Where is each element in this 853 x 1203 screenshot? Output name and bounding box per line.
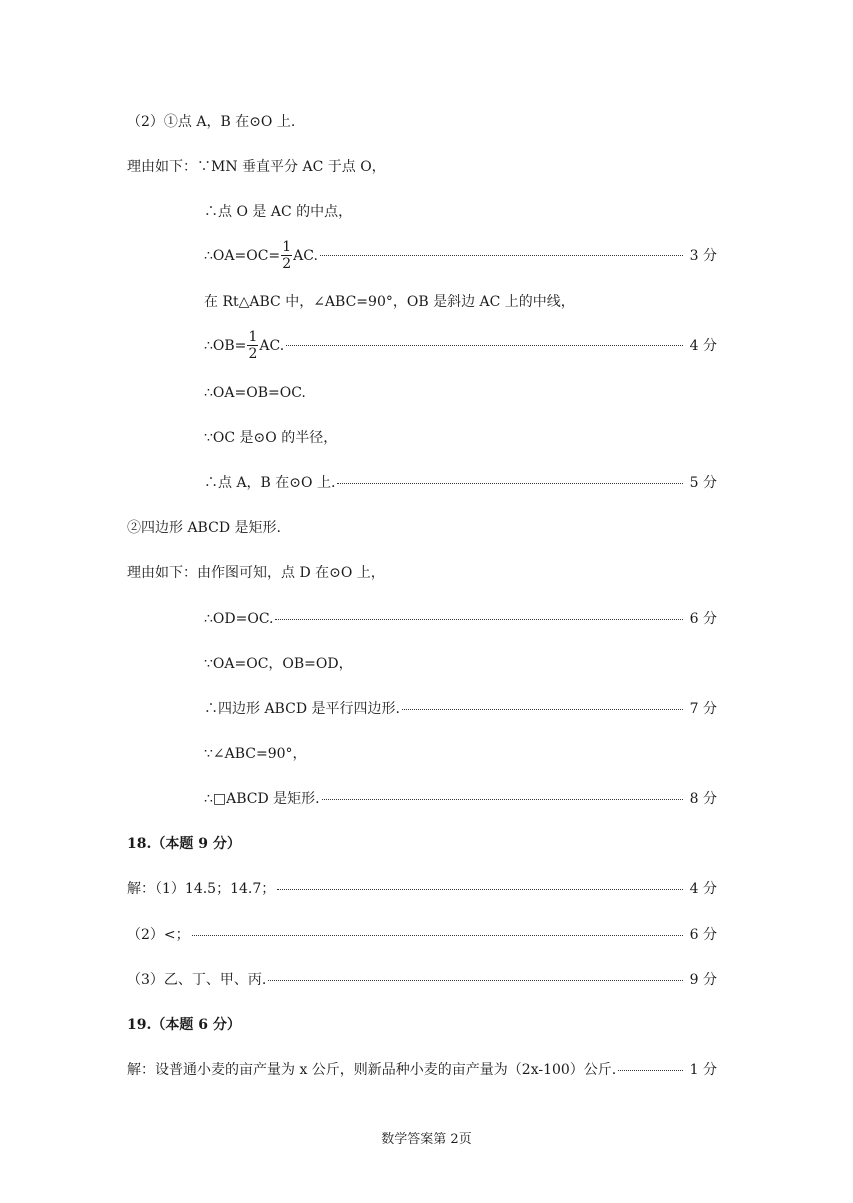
step-1: ∴点 O 是 AC 的中点， <box>204 204 353 220</box>
question-18-title: 18.（本题 9 分） <box>127 836 241 852</box>
dotted-leader <box>402 709 683 710</box>
sub-question-2: ②四边形 ABCD 是矩形. <box>127 520 281 536</box>
step-12: ∴□ABCD 是矩形. 8 分 <box>204 791 717 807</box>
step-7: ∴点 A，B 在⊙O 上. 5 分 <box>204 475 717 491</box>
fraction-half: $\frac{1}{2}$ <box>248 329 258 362</box>
reason-line-1: 理由如下：∵MN 垂直平分 AC 于点 O， <box>127 159 386 175</box>
dotted-leader <box>322 799 683 800</box>
score: 3 分 <box>689 247 717 264</box>
dotted-leader <box>618 1070 683 1071</box>
dotted-leader <box>192 935 683 936</box>
reason-line-2: 理由如下：由作图可知，点 D 在⊙O 上， <box>127 565 385 581</box>
score: 9 分 <box>689 972 717 988</box>
step-2: ∴OA=OC= $\frac{1}{2}$ AC. 3 分 <box>204 239 717 272</box>
score: 6 分 <box>689 927 717 943</box>
dotted-leader <box>337 483 683 484</box>
step-3: 在 Rt△ABC 中，∠ABC=90°，OB 是斜边 AC 上的中线， <box>204 294 575 310</box>
step-9: ∵OA=OC，OB=OD， <box>204 656 353 672</box>
step-5: ∴OA=OB=OC. <box>204 385 306 401</box>
fraction-half: $\frac{1}{2}$ <box>282 239 292 272</box>
step-11: ∵∠ABC=90°， <box>204 746 307 762</box>
score: 6 分 <box>689 611 717 627</box>
score: 4 分 <box>689 337 717 354</box>
dotted-leader <box>268 980 683 981</box>
q18-answer-1: 解：（1）14.5；14.7； 4 分 <box>127 881 717 897</box>
dotted-leader <box>286 345 683 346</box>
dotted-leader <box>275 619 683 620</box>
step-10: ∴四边形 ABCD 是平行四边形. 7 分 <box>204 701 717 717</box>
dotted-leader <box>320 255 683 256</box>
question-19-title: 19.（本题 6 分） <box>127 1017 241 1033</box>
step-4: ∴OB= $\frac{1}{2}$ AC. 4 分 <box>204 329 717 362</box>
step-8: ∴OD=OC. 6 分 <box>204 611 717 627</box>
score: 4 分 <box>689 881 717 897</box>
q19-answer-1: 解：设普通小麦的亩产量为 x 公斤，则新品种小麦的亩产量为（2x-100）公斤. 1 分 <box>127 1062 717 1078</box>
dotted-leader <box>277 889 683 890</box>
q18-answer-2: （2）<； 6 分 <box>127 927 717 943</box>
score: 7 分 <box>689 701 717 717</box>
q18-answer-3: （3）乙、丁、甲、丙. 9 分 <box>127 972 717 988</box>
page-footer: 数学答案第 2页 <box>381 1132 472 1147</box>
part2-heading: （2）①点 A，B 在⊙O 上. <box>127 114 296 130</box>
score: 8 分 <box>689 791 717 807</box>
step-6: ∵OC 是⊙O 的半径， <box>204 430 338 446</box>
score: 5 分 <box>689 475 717 491</box>
score: 1 分 <box>689 1062 717 1078</box>
